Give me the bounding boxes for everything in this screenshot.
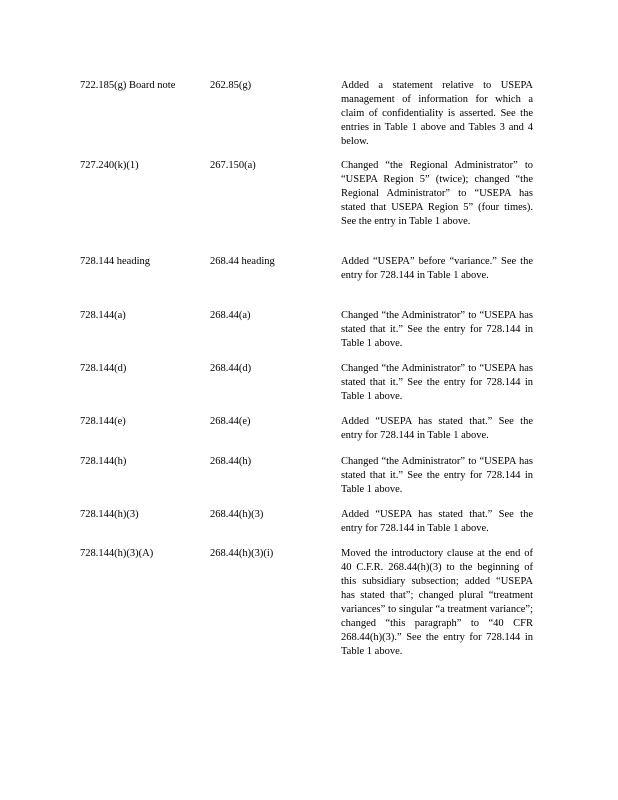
illinois-section: 728.144 heading — [80, 256, 150, 267]
change-description: Changed “the Administrator” to “USEPA has stated that it.” See the entry for 728.144 in Table 1 above. — [341, 363, 533, 402]
illinois-section: 728.144(a) — [80, 310, 126, 321]
change-description: Added a statement relative to USEPA management of information for which a claim of confidentiality is asserted. See the entries in Table 1 above and Tables 3 and 4 below. — [341, 80, 533, 147]
change-description: Added “USEPA” before “variance.” See the entry for 728.144 in Table 1 above. — [341, 256, 533, 281]
federal-section: 268.44(a) — [210, 310, 251, 321]
federal-section: 268.44 heading — [210, 256, 275, 267]
federal-section: 262.85(g) — [210, 80, 252, 91]
illinois-section: 728.144(e) — [80, 416, 126, 427]
illinois-section: 728.144(h) — [80, 456, 127, 467]
federal-section: 268.44(h)(3)(i) — [210, 548, 274, 559]
change-description: Changed “the Administrator” to “USEPA has stated that it.” See the entry for 728.144 in Table 1 above. — [341, 456, 533, 495]
illinois-section: 728.144(h)(3) — [80, 509, 139, 520]
federal-section: 268.44(h) — [210, 456, 252, 467]
illinois-section: 728.144(h)(3)(A) — [80, 548, 154, 559]
illinois-section: 722.185(g) Board note — [80, 80, 176, 91]
change-description: Added “USEPA has stated that.” See the entry for 728.144 in Table 1 above. — [341, 416, 533, 441]
change-description: Added “USEPA has stated that.” See the entry for 728.144 in Table 1 above. — [341, 509, 533, 534]
federal-section: 267.150(a) — [210, 160, 256, 171]
federal-section: 268.44(e) — [210, 416, 251, 427]
federal-section: 268.44(h)(3) — [210, 509, 264, 520]
change-description: Changed “the Regional Administrator” to “USEPA Region 5” (twice); changed “the Regional Administrator” to “USEPA has stated that USEPA Region 5” (four times). See the entry in Table 1 above. — [341, 160, 533, 227]
illinois-section: 728.144(d) — [80, 363, 127, 374]
federal-section: 268.44(d) — [210, 363, 252, 374]
change-description: Moved the introductory clause at the end of 40 C.F.R. 268.44(h)(3) to the beginning of this subsidiary subsection; added “USEPA has stated that”; changed plural “treatment variances” to singular “a treatment variance”; changed “this paragraph” to “40 CFR 268.44(h)(3).” See the entry for 728.144 in Table 1 above. — [341, 548, 533, 657]
illinois-section: 727.240(k)(1) — [80, 160, 139, 171]
change-description: Changed “the Administrator” to “USEPA has stated that it.” See the entry for 728.144 in Table 1 above. — [341, 310, 533, 349]
